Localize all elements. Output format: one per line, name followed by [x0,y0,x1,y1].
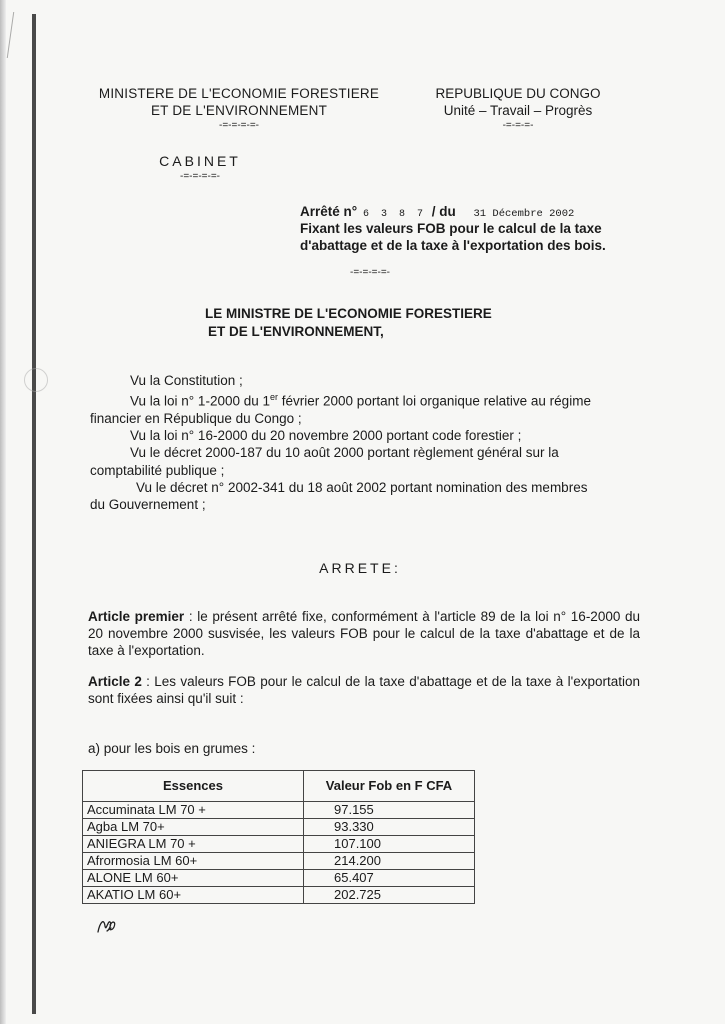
table-row [83,819,475,836]
fob-values-table [82,770,475,904]
essence-cell: Accuminata LM 70 + [83,802,304,819]
minister-line-1: LE MINISTRE DE L'ECONOMIE FORESTIERE [205,306,492,321]
table-row [83,870,475,887]
arrete-title: ARRETE: [319,560,401,576]
visa-law-16-2000: Vu la loi n° 16-2000 du 20 novembre 2000 portant code forestier ; [130,428,522,444]
header-valeur-fob: Valeur Fob en F CFA [304,771,475,802]
ministry-line-2: ET DE L'ENVIRONNEMENT [150,103,328,118]
punch-hole [24,368,48,392]
cabinet-header [130,152,270,184]
visa-decree-2000-187-cont: comptabilité publique ; [90,462,225,478]
scan-edge [0,0,6,1024]
subject-line-1: Fixant les valeurs FOB pour le calcul de la taxe [300,221,602,236]
republic-separator: -=-=-=- [502,120,534,131]
section-a-heading: a) pour les bois en grumes : [88,741,256,756]
scan-mark [7,12,26,58]
visa-constitution: Vu la Constitution ; [130,373,243,388]
visa-law-1-2000 [90,389,635,410]
visa-law-1-2000-start: Vu la loi n° 1-2000 du 1 [130,393,270,409]
minister-line-2: ET DE L'ENVIRONNEMENT, [208,324,384,339]
ministry-line-1: MINISTERE DE L'ECONOMIE FORESTIERE [98,86,380,101]
article-2-label: Article 2 [88,674,142,689]
decree-separator: -=-=-=-=- [350,267,391,278]
article-1-text: : le présent arrêté fixe, conformément à l'article 89 de la loi n° 16-2000 du 20 novembre 2000 susvisée, les valeurs FOB pour le calcul de la taxe d'abattage et de la taxe à l'exportation. [88,609,640,659]
essence-cell: Agba LM 70+ [83,819,304,836]
fob-value-cell: 97.155 [304,802,475,819]
visa-decree-2000-187: Vu le décret 2000-187 du 10 août 2000 portant règlement général sur la [130,445,559,461]
article-1-label: Article premier [88,609,185,624]
decree-du: / du [431,204,456,219]
visa-law-1-2000-sup: er [270,392,279,403]
decree-date: 31 Décembre 2002 [473,208,575,220]
header-essences: Essences [83,771,304,802]
decree-label: Arrêté n° [300,204,358,219]
republic-motto: Unité – Travail – Progrès [443,103,593,118]
visas-block [90,372,635,513]
visa-law-1-2000-end: février 2000 portant loi organique relative au régime [278,393,591,409]
visa-law-1-2000-cont: financier en République du Congo ; [90,410,302,426]
subject-line-2: d'abattage et de la taxe à l'exportation des bois. [300,238,606,253]
essence-cell: ANIEGRA LM 70 + [83,836,304,853]
article-1 [88,608,640,660]
cabinet-separator: -=-=-=-=- [179,171,220,182]
fob-value-cell: 202.725 [304,887,475,904]
cabinet-title: CABINET [159,153,241,169]
visa-decree-2002-341-cont: du Gouvernement ; [90,496,206,512]
table-row [83,853,475,870]
article-2-text: : Les valeurs FOB pour le calcul de la taxe d'abattage et de la taxe à l'exportation sont fixées ainsi qu'il suit : [88,674,641,707]
essence-cell: AKATIO LM 60+ [83,887,304,904]
table-header-row [83,771,475,802]
fob-value-cell: 93.330 [304,819,475,836]
ministry-separator: -=-=-=-=- [218,120,259,131]
fob-value-cell: 214.200 [304,853,475,870]
scan-binding-line [32,14,36,1014]
ministry-header [84,85,394,133]
republic-name: REPUBLIQUE DU CONGO [435,86,601,101]
decree-number: 6 3 8 7 [362,209,426,220]
republic-header [418,85,618,133]
table-row [83,887,475,904]
essence-cell: ALONE LM 60+ [83,870,304,887]
decree-subject [300,220,640,254]
essence-cell: Afrormosia LM 60+ [83,853,304,870]
article-2 [88,673,640,707]
fob-value-cell: 65.407 [304,870,475,887]
table-row [83,836,475,853]
minister-heading [205,305,492,341]
table-row [83,802,475,819]
handwritten-initials [96,916,118,936]
visa-decree-2002-341: Vu le décret n° 2002-341 du 18 août 2002 portant nomination des membres [136,479,588,495]
fob-value-cell: 107.100 [304,836,475,853]
